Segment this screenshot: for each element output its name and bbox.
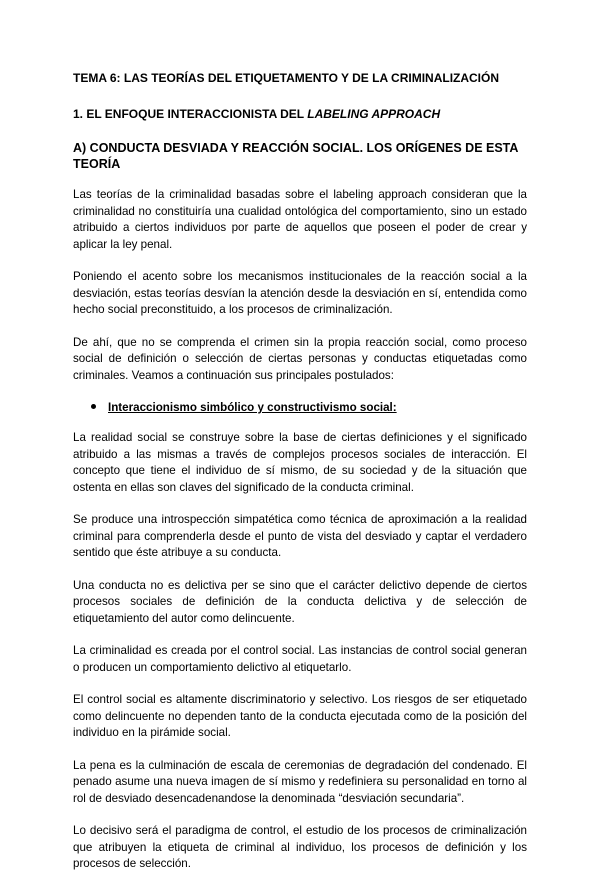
paragraph-intro-3: De ahí, que no se comprenda el crimen sin la propia reacción social, como proceso social de definición o selección de ciertas personas y conductas etiquetadas como criminales. Veamos a continuación sus principales postulados: [73,335,527,382]
bullet-dot-icon [91,404,96,409]
bullet-heading: Interaccionismo simbólico y constructivismo social: [108,401,397,414]
paragraph-body-2: Se produce una introspección simpatética como técnica de aproximación a la realidad criminal para comprenderla desde el punto de vista del desviado y captar el verdadero sentido que éste atribuye a su conducta. [73,513,527,559]
bullet-list [73,400,527,416]
paragraph-body-7: Lo decisivo será el paradigma de control, el estudio de los procesos de criminalización que atribuyen la etiqueta de criminal al individuo, los procesos de definición y los procesos de selección. [73,824,527,870]
section-heading-1-prefix: 1. EL ENFOQUE INTERACCIONISTA DEL [73,107,308,121]
paragraph-body-6: La pena es la culminación de escala de ceremonias de degradación del condenado. El penado asume una nueva imagen de sí mismo y redefiniera su personalidad en torno al rol de desviado desencadenandose la denominada “desviación secundaria”. [73,758,527,805]
paragraph-body-5: El control social es altamente discriminatorio y selectivo. Los riesgos de ser etiquetado como delincuente no dependen tanto de la conducta ejecutada como de la posición del individuo en la pirámide social. [73,693,527,739]
paragraph-body-1: La realidad social se construye sobre la base de ciertas definiciones y el significado atribuido a las mismas a través de complejos procesos sociales de interacción. El concepto que tiene el individuo de sí mismo, de su sociedad y de la situación que ostenta en ellas son claves del significado de la conducta criminal. [73,431,527,494]
subsection-heading-a: A) CONDUCTA DESVIADA Y REACCIÓN SOCIAL. LOS ORÍGENES DE ESTA TEORÍA [73,141,518,171]
bullet-item [91,400,527,416]
paragraph-intro-2: Poniendo el acento sobre los mecanismos institucionales de la reacción social a la desviación, estas teorías desvían la atención desde la desviación en sí, entendida como hecho social preconstituido, a los procesos de criminalización. [73,270,527,316]
section-heading-1-emphasis: LABELING APPROACH [307,107,441,121]
paragraph-body-4: La criminalidad es creada por el control social. Las instancias de control social generan o producen un comportamiento delictivo al etiquetarlo. [73,644,527,674]
paragraph-intro-1: Las teorías de la criminalidad basadas sobre el labeling approach consideran que la criminalidad no constituiría una cualidad ontológica del comportamiento, sino un estado atribuido a ciertos individuos por parte de aquellos que poseen el poder de crear y aplicar la ley penal. [73,188,527,251]
document-title: TEMA 6: LAS TEORÍAS DEL ETIQUETAMENTO Y DE LA CRIMINALIZACIÓN [73,71,500,85]
paragraph-body-3: Una conducta no es delictiva per se sino que el carácter delictivo depende de ciertos procesos sociales de definición de la conducta delictiva y de selección de etiquetamiento del autor como delincuente. [73,578,527,625]
section-heading-1 [73,106,527,122]
